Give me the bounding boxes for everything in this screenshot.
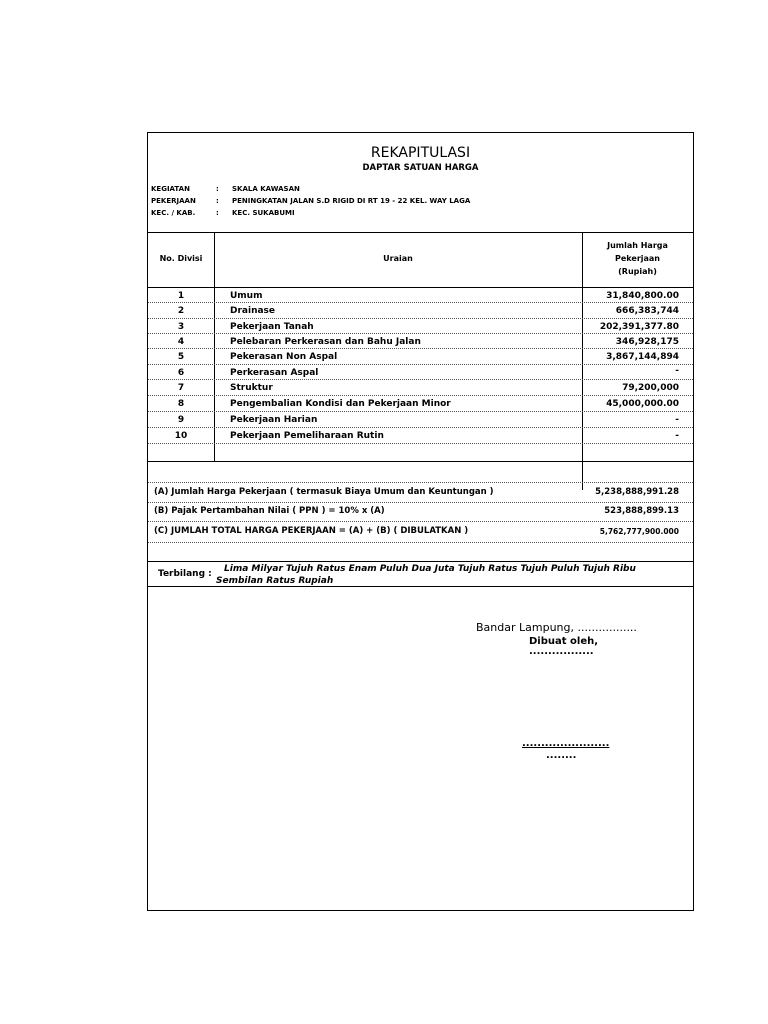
row-name: Pekerjaan Harian xyxy=(230,415,318,425)
row-separator xyxy=(148,427,693,428)
table-bottom-border xyxy=(148,461,693,462)
document-frame xyxy=(147,132,694,911)
terbilang-line-1: Lima Milyar Tujuh Ratus Enam Puluh Dua Juta Tujuh Ratus Tujuh Puluh Tujuh Ribu xyxy=(224,564,636,574)
row-separator xyxy=(148,379,693,380)
summary-value-a: 5,238,888,991.28 xyxy=(595,487,679,497)
row-name: Struktur xyxy=(230,383,273,393)
row-name: Drainase xyxy=(230,306,276,316)
col-header-jumlah-1: Jumlah Harga xyxy=(607,241,668,250)
row-separator xyxy=(148,443,693,444)
row-no: 7 xyxy=(177,383,185,393)
summary-separator xyxy=(148,542,693,543)
row-no: 4 xyxy=(177,337,185,347)
signature-place-date: Bandar Lampung, ................. xyxy=(476,621,637,634)
row-no: 5 xyxy=(177,352,185,362)
row-name: Pengembalian Kondisi dan Pekerjaan Minor xyxy=(230,399,451,409)
row-no: 2 xyxy=(177,306,185,316)
row-separator xyxy=(148,395,693,396)
row-value: 79,200,000 xyxy=(622,383,679,393)
document-subtitle: DAPTAR SATUAN HARGA xyxy=(362,163,479,173)
row-separator xyxy=(148,348,693,349)
row-value: - xyxy=(675,366,679,376)
row-value: 346,928,175 xyxy=(615,337,679,347)
row-separator xyxy=(148,411,693,412)
signature-title-dots: ........ xyxy=(546,750,577,761)
row-name: Umum xyxy=(230,291,263,301)
info-value-kec: KEC. SUKABUMI xyxy=(232,209,295,217)
row-no: 8 xyxy=(177,399,185,409)
row-value: - xyxy=(675,431,679,441)
summary-label-c: (C) JUMLAH TOTAL HARGA PEKERJAAN = (A) + (B) ( DIBULATKAN ) xyxy=(154,526,469,536)
row-name: Pekerasan Non Aspal xyxy=(230,352,338,362)
signature-dots: ................. xyxy=(529,646,594,657)
info-sep-pekerjaan: : xyxy=(216,197,219,205)
document-title: REKAPITULASI xyxy=(370,145,471,161)
terbilang-label: Terbilang : xyxy=(158,569,212,579)
row-name: Pekerjaan Tanah xyxy=(230,322,314,332)
row-name: Pekerjaan Pemeliharaan Rutin xyxy=(230,431,384,441)
info-value-kegiatan: SKALA KAWASAN xyxy=(232,185,300,193)
row-value: 666,383,744 xyxy=(615,306,679,316)
table-header-bottom-border xyxy=(148,287,693,288)
row-separator xyxy=(148,302,693,303)
summary-label-b: (B) Pajak Pertambahan Nilai ( PPN ) = 10% x (A) xyxy=(154,506,385,516)
signature-name-line: ....................... xyxy=(522,738,610,749)
col-header-jumlah-3: (Rupiah) xyxy=(618,267,657,276)
row-no: 3 xyxy=(177,322,185,332)
summary-separator xyxy=(148,482,693,483)
info-label-pekerjaan: PEKERJAAN xyxy=(151,197,196,205)
summary-value-c: 5,762,777,900.000 xyxy=(599,527,679,536)
row-name: Perkerasan Aspal xyxy=(230,368,319,378)
terbilang-line-2: Sembilan Ratus Rupiah xyxy=(216,576,334,586)
summary-label-a: (A) Jumlah Harga Pekerjaan ( termasuk Biaya Umum dan Keuntungan ) xyxy=(154,487,494,497)
row-value: - xyxy=(675,415,679,425)
info-sep-kec: : xyxy=(216,209,219,217)
row-value: 45,000,000.00 xyxy=(606,399,679,409)
terbilang-bottom-border xyxy=(148,586,693,587)
info-value-pekerjaan: PENINGKATAN JALAN S.D RIGID DI RT 19 - 22 KEL. WAY LAGA xyxy=(232,197,471,205)
col-header-uraian: Uraian xyxy=(383,254,413,263)
row-no: 6 xyxy=(177,368,185,378)
terbilang-top-border xyxy=(148,561,693,562)
row-separator xyxy=(148,318,693,319)
col-header-no: No. Divisi xyxy=(159,254,203,263)
row-name: Pelebaran Perkerasan dan Bahu Jalan xyxy=(230,337,421,347)
summary-separator xyxy=(148,521,693,522)
row-no: 1 xyxy=(177,291,185,301)
summary-separator xyxy=(148,502,693,503)
signature-made-by: Dibuat oleh, xyxy=(529,636,599,647)
info-sep-kegiatan: : xyxy=(216,185,219,193)
row-separator xyxy=(148,333,693,334)
info-label-kec: KEC. / KAB. xyxy=(151,209,196,217)
row-value: 31,840,800.00 xyxy=(606,291,679,301)
row-no: 9 xyxy=(177,415,185,425)
row-separator xyxy=(148,364,693,365)
row-value: 3,867,144,894 xyxy=(606,352,679,362)
table-top-border xyxy=(148,232,693,233)
row-no: 10 xyxy=(174,431,188,441)
row-value: 202,391,377.80 xyxy=(599,322,679,332)
summary-value-b: 523,888,899.13 xyxy=(604,506,679,516)
col-header-jumlah-2: Pekerjaan xyxy=(615,254,660,263)
info-label-kegiatan: KEGIATAN xyxy=(151,185,190,193)
